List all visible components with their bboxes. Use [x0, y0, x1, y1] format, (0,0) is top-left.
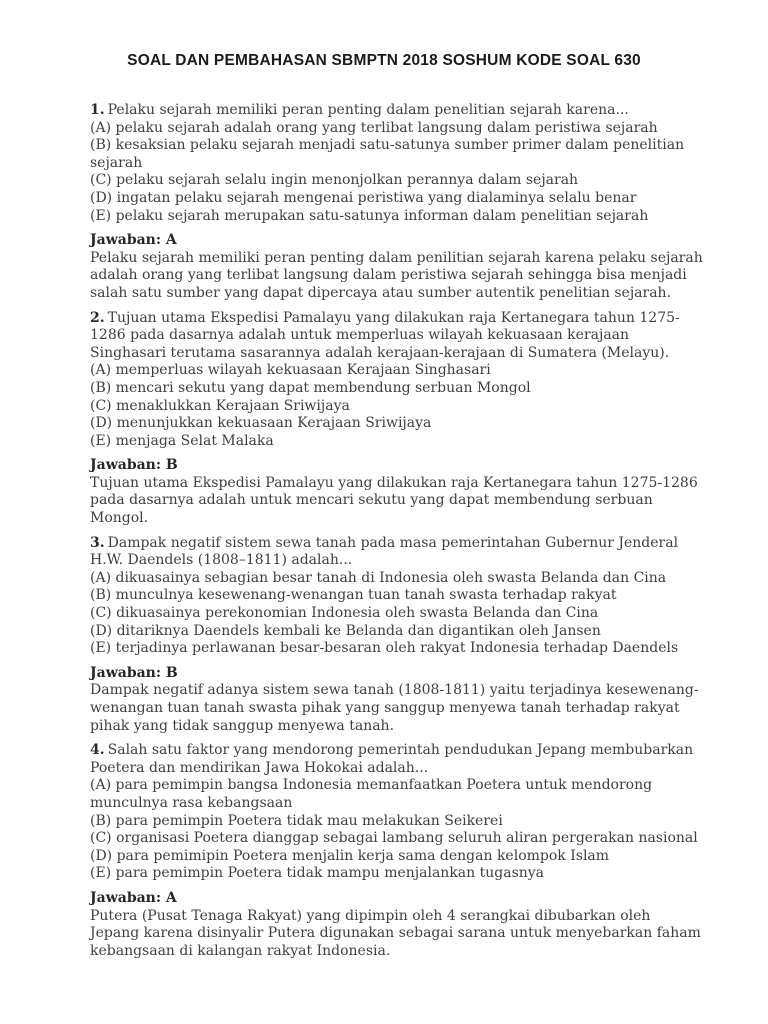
- answer-block: [90, 665, 704, 735]
- answer-option: (A) dikuasainya sebagian besar tanah di Indonesia oleh swasta Belanda dan Cina: [90, 569, 667, 586]
- answer-option: (C) dikuasainya perekonomian Indonesia oleh swasta Belanda dan Cina: [90, 605, 599, 622]
- answer-option: (E) terjadinya perlawanan besar-besaran oleh rakyat Indonesia terhadap Daendels: [90, 640, 679, 657]
- answer-heading: Jawaban: B: [90, 664, 178, 681]
- answer-option: (E) para pemimpin Poetera tidak mampu menjalankan tugasnya: [90, 865, 545, 882]
- question-statement: Pelaku sejarah memiliki peran penting dalam penelitian sejarah karena...: [107, 102, 629, 118]
- question-statement: Dampak negatif sistem sewa tanah pada masa pemerintahan Gubernur Jenderal H.W. Daendels (1808–1811) adalah...: [90, 534, 679, 569]
- answer-explanation: Pelaku sejarah memiliki peran penting dalam penilitian sejarah karena pelaku sejarah adalah orang yang terlibat langsung dalam peristiwa sejarah sehingga bisa menjadi salah satu sumber yang dapat dipercaya atau sumber autentik penelitian sejarah.: [90, 249, 703, 301]
- question-block: [90, 742, 704, 883]
- answer-option: (B) kesaksian pelaku sejarah menjadi satu-satunya sumber primer dalam penelitian sejarah: [90, 137, 685, 171]
- question-text: [90, 535, 704, 570]
- answer-option: (E) menjaga Selat Malaka: [90, 432, 274, 449]
- question-text: [90, 310, 704, 363]
- answer-option: (D) ditariknya Daendels kembali ke Belanda dan digantikan oleh Jansen: [90, 622, 601, 639]
- question-block: [90, 535, 704, 658]
- answer-option: (B) para pemimpin Poetera tidak mau melakukan Seikerei: [90, 812, 503, 829]
- question-number: 1.: [90, 102, 105, 118]
- question-text: [90, 102, 704, 120]
- page-title: SOAL DAN PEMBAHASAN SBMPTN 2018 SOSHUM KODE SOAL 630: [127, 52, 641, 69]
- answer-heading: Jawaban: A: [90, 889, 177, 906]
- answer-heading: Jawaban: B: [90, 457, 178, 474]
- answer-block: [90, 890, 704, 960]
- question-block: [90, 310, 704, 451]
- answer-option: (D) para pemimipin Poetera menjalin kerja sama dengan kelompok Islam: [90, 847, 610, 864]
- answer-option: (A) pelaku sejarah adalah orang yang terlibat langsung dalam peristiwa sejarah: [90, 119, 658, 136]
- question-block: [90, 102, 704, 225]
- answer-option: (C) menaklukkan Kerajaan Sriwijaya: [90, 397, 350, 414]
- answer-option: (A) para pemimpin bangsa Indonesia memanfaatkan Poetera untuk mendorong munculnya rasa kebangsaan: [90, 777, 653, 811]
- answer-heading: Jawaban: A: [90, 232, 177, 249]
- answer-block: [90, 232, 704, 302]
- question-number: 3.: [90, 534, 105, 551]
- answer-explanation: Putera (Pusat Tenaga Rakyat) yang dipimpin oleh 4 serangkai dibubarkan oleh Jepang karena disinyalir Putera digunakan sebagai sarana untuk menyebarkan faham kebangsaan di kalangan rakyat Indonesia.: [90, 907, 701, 959]
- answer-explanation: Dampak negatif adanya sistem sewa tanah (1808-1811) yaitu terjadinya kesewenang-wenangan tuan tanah swasta pihak yang sanggup menyewa tanah terhadap rakyat pihak yang tidak sanggup menyewa tanah.: [90, 682, 699, 734]
- answer-option: (B) munculnya kesewenang-wenangan tuan tanah swasta terhadap rakyat: [90, 587, 617, 604]
- question-statement: Salah satu faktor yang mendorong pemerintah pendudukan Jepang membubarkan Poetera dan mendirikan Jawa Hokokai adalah...: [90, 742, 694, 776]
- question-number: 2.: [90, 309, 105, 326]
- answer-block: [90, 457, 704, 527]
- answer-explanation: Tujuan utama Ekspedisi Pamalayu yang dilakukan raja Kertanegara tahun 1275-1286 pada dasarnya adalah untuk mencari sekutu yang dapat membendung serbuan Mongol.: [90, 474, 698, 527]
- answer-option: (D) menunjukkan kekuasaan Kerajaan Sriwijaya: [90, 415, 432, 432]
- question-statement: Tujuan utama Ekspedisi Pamalayu yang dilakukan raja Kertanegara tahun 1275-1286 pada dasarnya adalah untuk memperluas wilayah kekuasaan kerajaan Singhasari terutama sasarannya adalah kerajaan-kerajaan di Sumatera (Melayu).: [90, 309, 680, 361]
- question-number: 4.: [90, 742, 105, 759]
- answer-option: (D) ingatan pelaku sejarah mengenai peristiwa yang dialaminya selalu benar: [90, 189, 637, 206]
- question-text: [90, 742, 704, 777]
- answer-option: (B) mencari sekutu yang dapat membendung serbuan Mongol: [90, 379, 531, 396]
- answer-option: (A) memperluas wilayah kekuasaan Kerajaan Singhasari: [90, 362, 491, 379]
- answer-option: (E) pelaku sejarah merupakan satu-satunya informan dalam penelitian sejarah: [90, 207, 649, 224]
- answer-option: (C) pelaku sejarah selalu ingin menonjolkan perannya dalam sejarah: [90, 172, 579, 189]
- answer-option: (C) organisasi Poetera dianggap sebagai lambang seluruh aliran pergerakan nasional: [90, 830, 698, 847]
